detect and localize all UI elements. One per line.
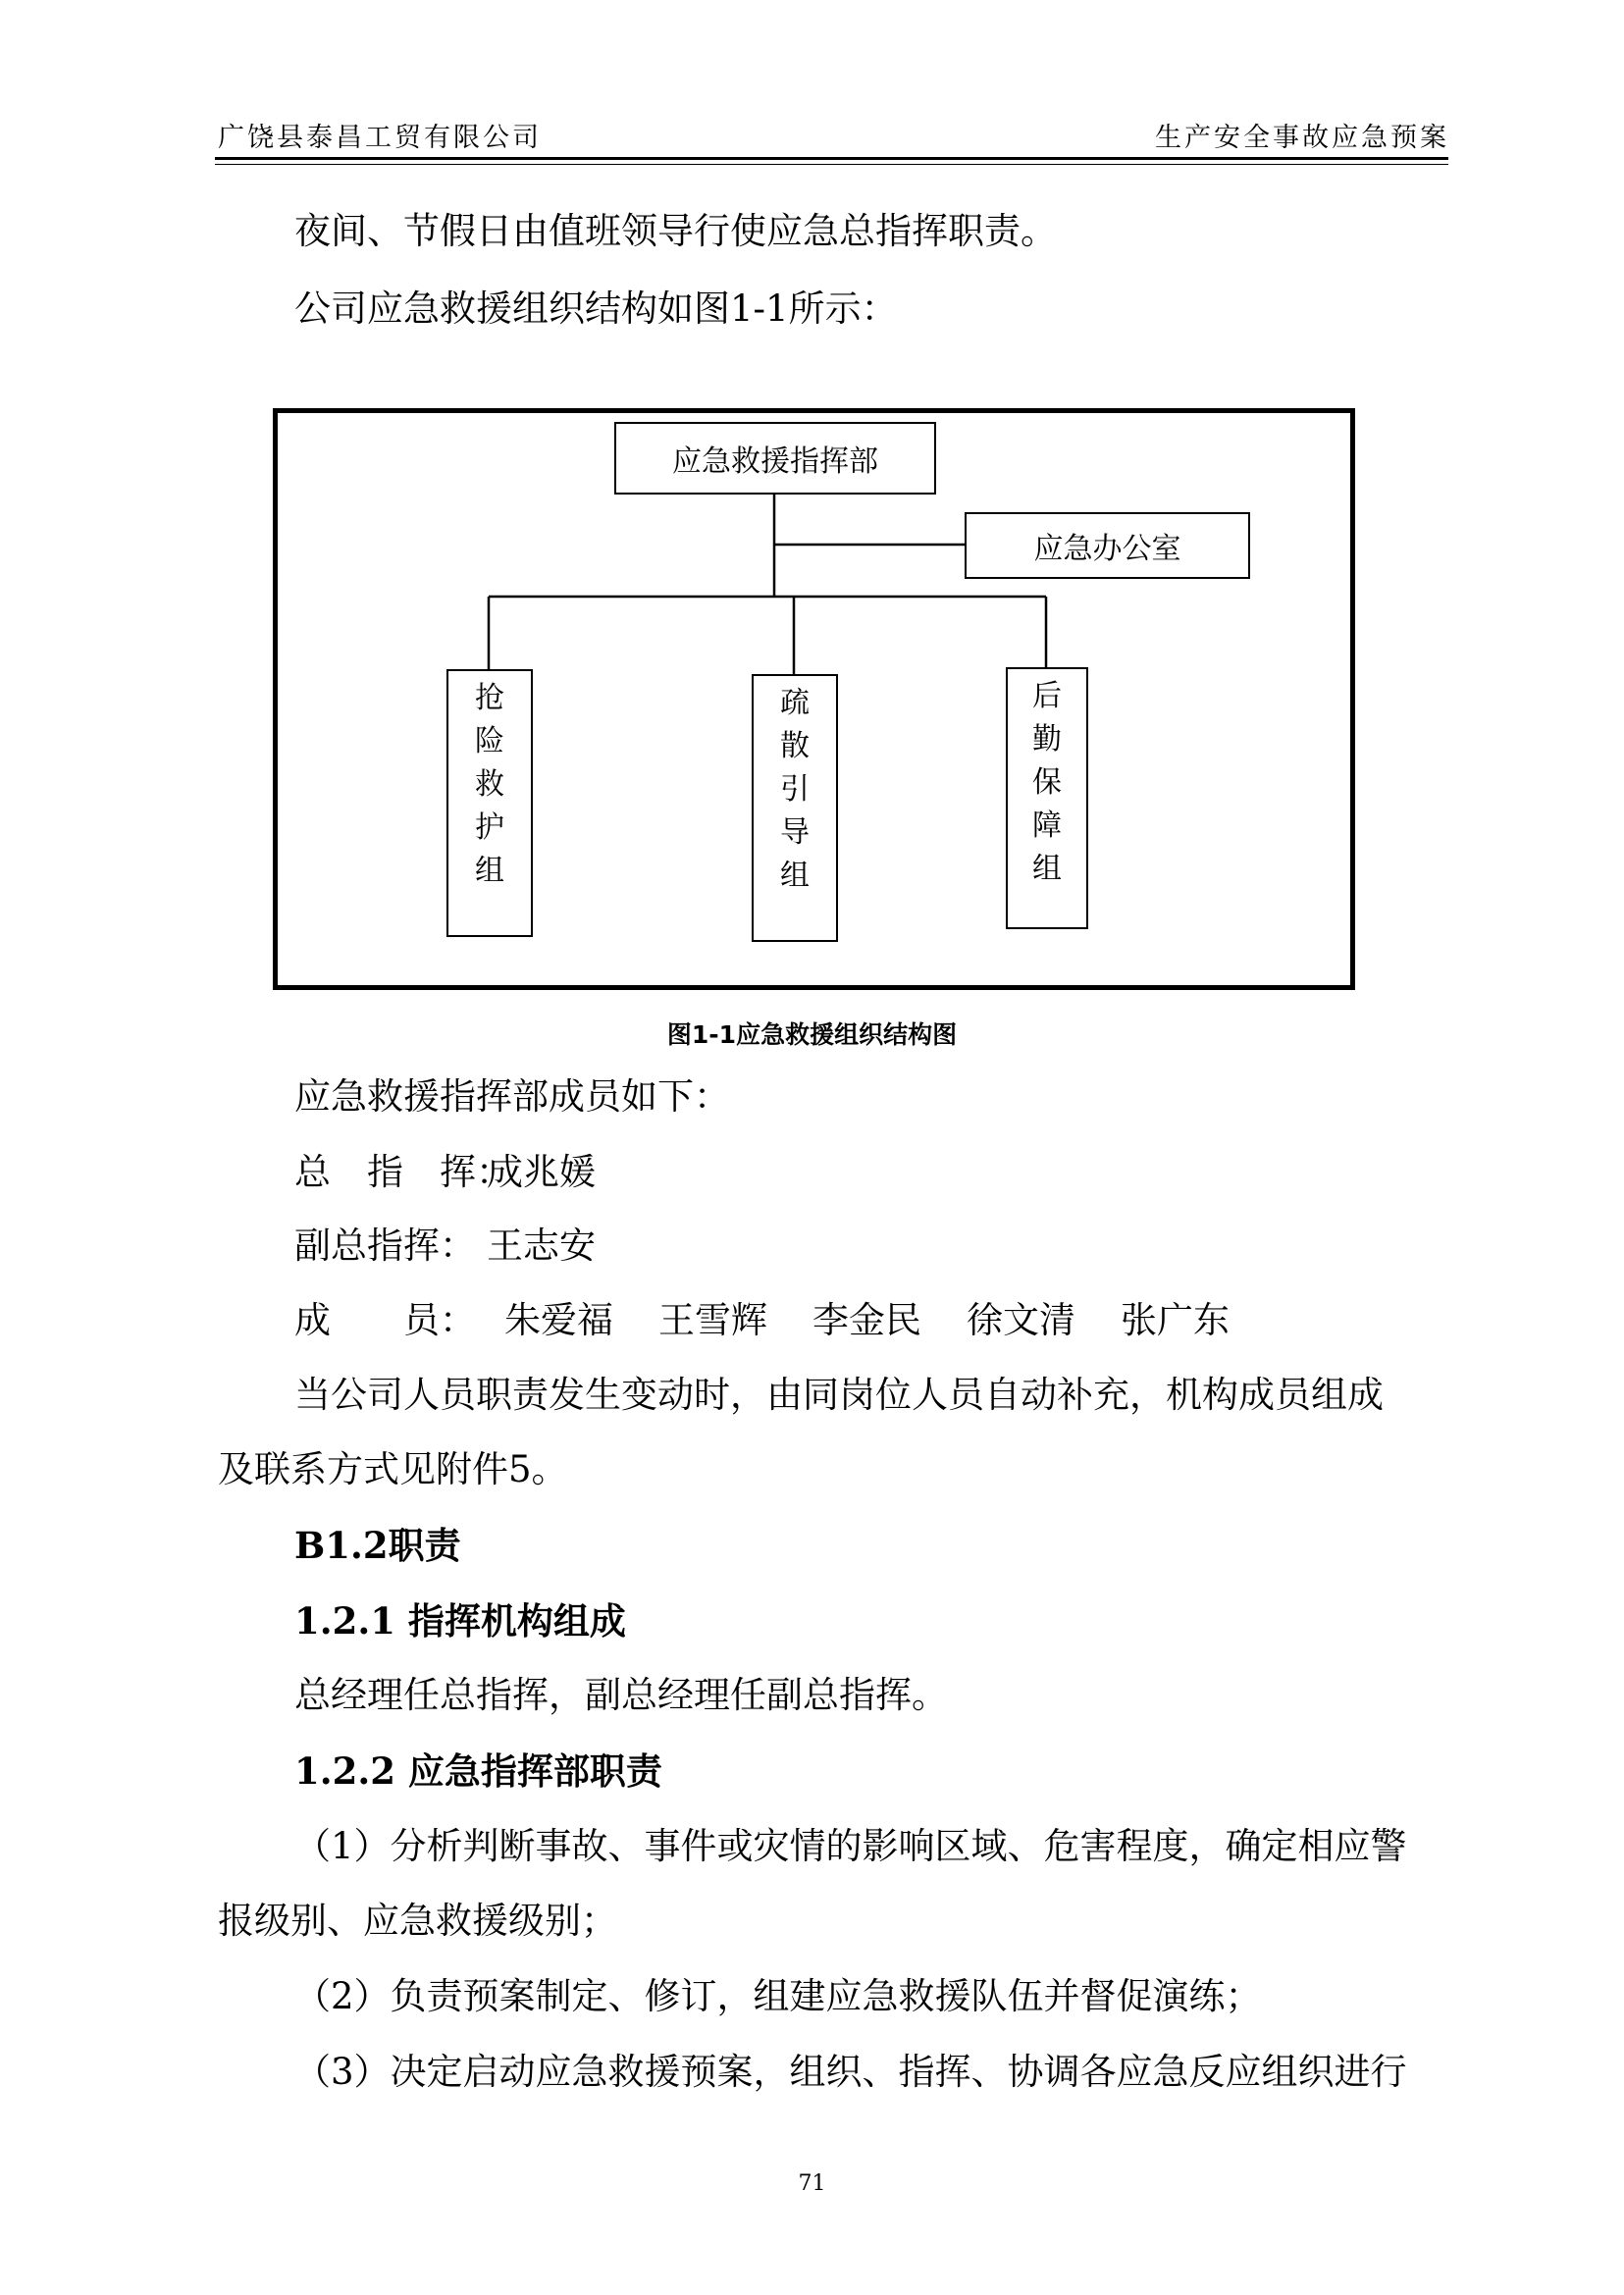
duty-item-1-line2: 报级别、应急救援级别； bbox=[218, 1900, 617, 1942]
member-name: 李金民 bbox=[812, 1299, 921, 1341]
org-box-command-center-label: 应急救援指挥部 bbox=[672, 444, 878, 479]
figure-caption: 图1-1应急救援组织结构图 bbox=[666, 1020, 958, 1049]
members-label: 成 员： bbox=[294, 1299, 476, 1341]
deputy-name: 王志安 bbox=[487, 1225, 596, 1267]
member-name: 王雪辉 bbox=[658, 1299, 767, 1341]
paragraph-members-intro: 应急救援指挥部成员如下： bbox=[294, 1075, 730, 1118]
section-heading-122: 1.2.2 应急指挥部职责 bbox=[294, 1749, 662, 1793]
member-name: 张广东 bbox=[1121, 1299, 1230, 1341]
org-box-logistics-group-label: 后勤保障组 bbox=[1032, 679, 1062, 886]
org-box-evacuation-group-label: 疏散引导组 bbox=[780, 686, 810, 893]
page-number: 71 bbox=[798, 2171, 826, 2196]
duty-item-1-line1: （1）分析判断事故、事件或灾情的影响区域、危害程度，确定相应警 bbox=[294, 1825, 1407, 1867]
duty-item-2: （2）负责预案制定、修订，组建应急救援队伍并督促演练； bbox=[294, 1975, 1262, 2017]
paragraph-night-duty: 夜间、节假日由值班领导行使应急总指挥职责。 bbox=[294, 210, 1057, 252]
member-name: 朱爱福 bbox=[504, 1299, 613, 1341]
header-document-title: 生产安全事故应急预案 bbox=[1155, 123, 1449, 153]
org-box-emergency-office-label: 应急办公室 bbox=[1033, 532, 1181, 566]
section-heading-b12: B1.2职责 bbox=[294, 1524, 461, 1567]
header-company-name: 广饶县泰昌工贸有限公司 bbox=[218, 123, 542, 153]
org-box-command-center bbox=[614, 422, 936, 495]
org-box-rescue-group bbox=[446, 669, 533, 937]
paragraph-replacement-line1: 当公司人员职责发生变动时，由同岗位人员自动补充，机构成员组成 bbox=[294, 1374, 1384, 1416]
paragraph-replacement-line2: 及联系方式见附件5。 bbox=[218, 1448, 568, 1490]
paragraph-command-composition: 总经理任总指挥，副总经理任副总指挥。 bbox=[294, 1674, 948, 1716]
paragraph-structure-intro: 公司应急救援组织结构如图1-1所示： bbox=[294, 287, 898, 330]
org-box-evacuation-group bbox=[752, 674, 838, 942]
section-heading-121: 1.2.1 指挥机构组成 bbox=[294, 1599, 626, 1643]
commander-label: 总 指 挥： bbox=[294, 1151, 512, 1193]
org-box-logistics-group bbox=[1006, 667, 1088, 929]
commander-name: 成兆媛 bbox=[487, 1151, 596, 1193]
member-name: 徐文清 bbox=[967, 1299, 1075, 1341]
deputy-label: 副总指挥： bbox=[294, 1225, 476, 1267]
org-box-emergency-office bbox=[965, 512, 1250, 579]
duty-item-3: （3）决定启动应急救援预案，组织、指挥、协调各应急反应组织进行 bbox=[294, 2051, 1407, 2093]
org-box-rescue-group-label: 抢险救护组 bbox=[475, 681, 504, 888]
